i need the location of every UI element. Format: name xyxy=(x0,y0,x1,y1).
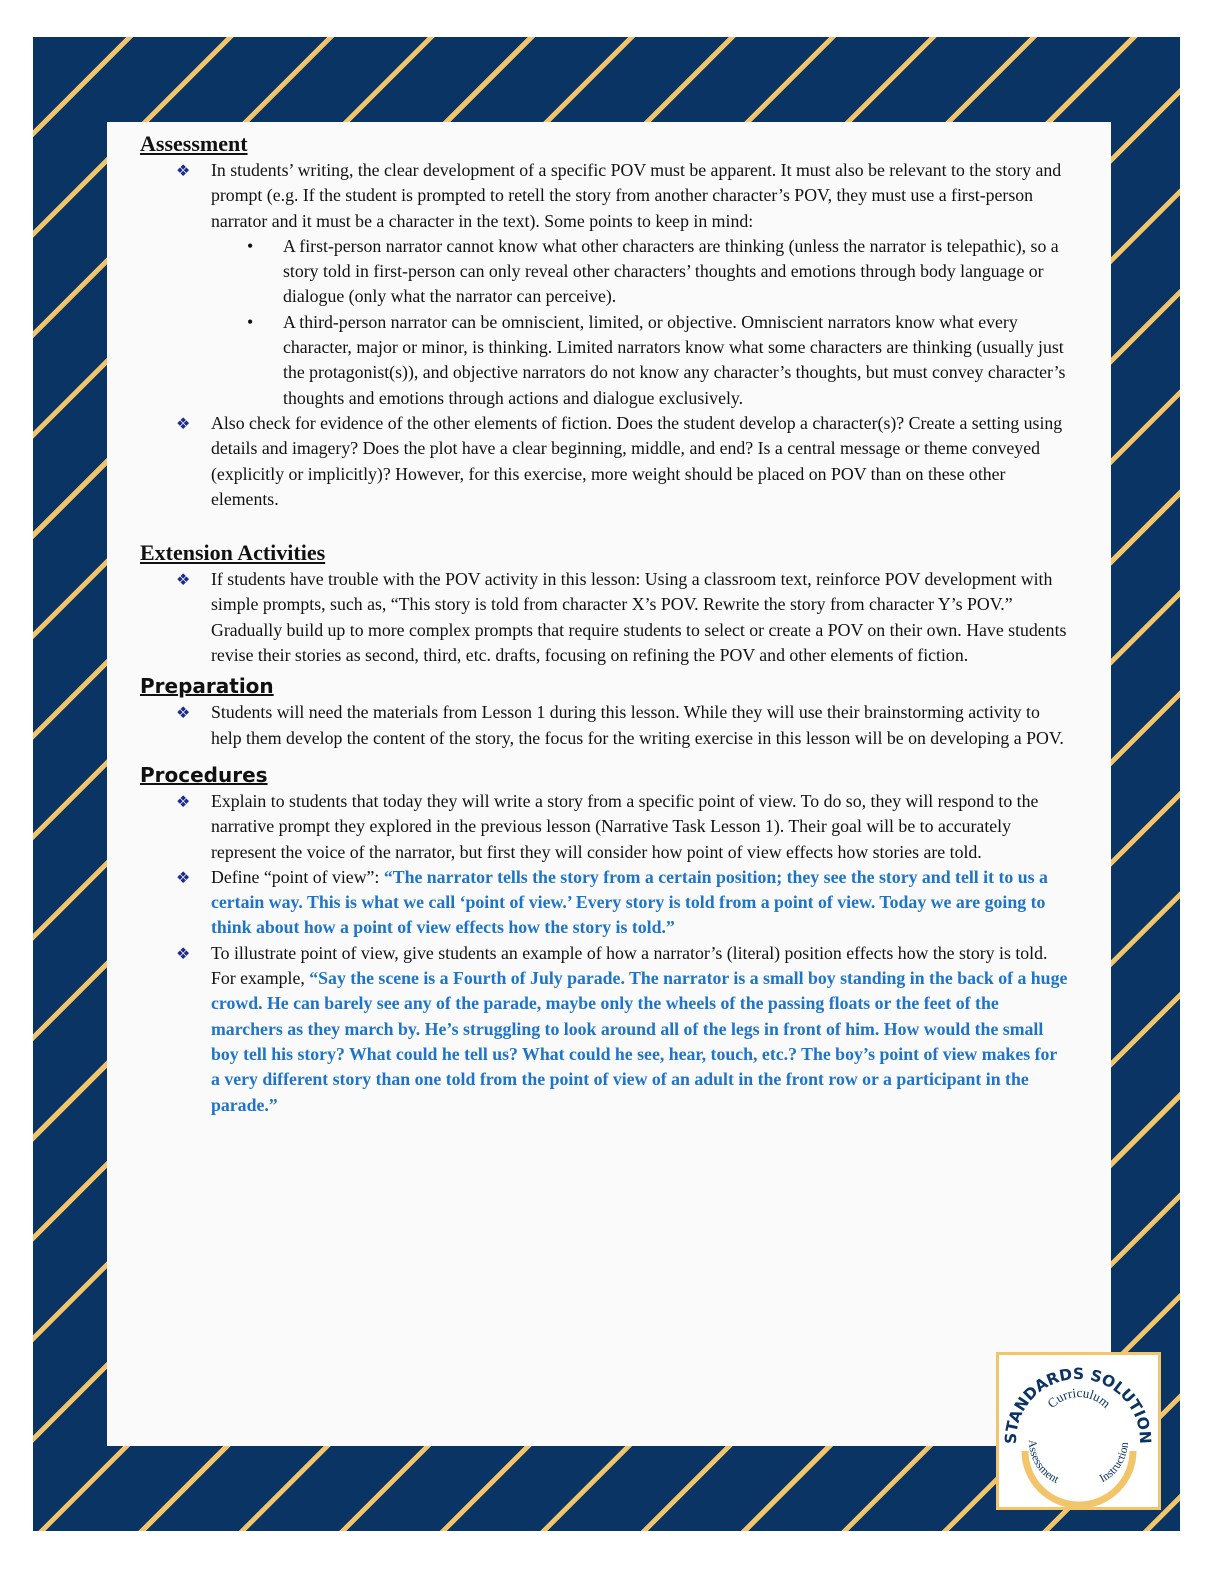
diamond-bullet-icon: ❖ xyxy=(176,791,191,811)
procedures-list xyxy=(140,789,1070,1118)
diamond-bullet-icon: ❖ xyxy=(176,570,191,590)
extension-heading: Extension Activities xyxy=(140,540,326,566)
svg-text:Curriculum xyxy=(1044,1385,1113,1411)
sub-point-text: A first-person narrator cannot know what other characters are thinking (unless the narrator is telepathic), so a story told in first-person can only reveal other characters’ thoughts and emotions through body language or dialogue (only what the narrator can perceive). xyxy=(283,235,1059,307)
list-item xyxy=(211,234,1070,310)
logo-word-curriculum: Curriculum xyxy=(1044,1384,1114,1411)
procedures-heading: Procedures xyxy=(140,762,268,787)
list-item xyxy=(211,310,1070,411)
svg-text:STANDARDS SOLUTION xyxy=(1002,1365,1154,1444)
dot-bullet-icon: • xyxy=(247,235,254,256)
list-item xyxy=(140,700,1070,751)
list-item xyxy=(140,411,1070,512)
procedures-bullet-lead: Define “point of view”: xyxy=(211,866,384,887)
diamond-bullet-icon: ❖ xyxy=(176,413,191,433)
diamond-bullet-icon: ❖ xyxy=(176,161,191,180)
assessment-sub-list xyxy=(211,234,1070,411)
diamond-bullet-icon: ❖ xyxy=(176,943,191,963)
list-item xyxy=(140,789,1070,865)
teacher-script-quote: “Say the scene is a Fourth of July parade. The narrator is a small boy standing in the back of a huge crowd. He can barely see any of the parade, maybe only the wheels of the passing floats or the feet of the marchers as they march by. He’s struggling to look around all of the legs in front of him. How would the small boy tell his story? What could he tell us? What could he see, hear, touch, etc.? The boy’s point of view makes for a very different story than one told from the point of view of an adult in the front row or a participant in the parade.” xyxy=(211,968,1068,1115)
teacher-script-quote: “The narrator tells the story from a certain position; they see the story and tell it to us a certain way. This is what we call ‘point of view.’ Every story is told from a point of view. Today we are going to think about how a point of view effects how the story is told.” xyxy=(211,866,1048,938)
assessment-list xyxy=(140,158,1070,512)
list-item xyxy=(140,158,1070,411)
preparation-bullet-text: Students will need the materials from Lesson 1 during this lesson. While they will use their brainstorming activity to help them develop the content of the story, the focus for the writing exercise in this lesson will be on developing a POV. xyxy=(211,702,1064,748)
procedures-bullet-text: Explain to students that today they will write a story from a specific point of view. To do so, they will respond to the narrative prompt they explored in the previous lesson (Narrative Task Lesson 1). Their goal will be to accurately represent the voice of the narrator, but first they will consider how point of view effects how stories are told. xyxy=(211,790,1039,862)
standards-solution-logo xyxy=(996,1352,1161,1510)
extension-bullet-text: If students have trouble with the POV activity in this lesson: Using a classroom text, reinforce POV development with simple prompts, such as, “This story is told from character X’s POV. Rewrite the story from character Y’s POV.” Gradually build up to more complex prompts that require students to select or create a POV on their own. Have students revise their stories as second, third, etc. drafts, focusing on refining the POV and other elements of fiction. xyxy=(211,569,1067,666)
list-item xyxy=(140,865,1070,941)
list-item xyxy=(140,941,1070,1118)
sub-point-text: A third-person narrator can be omniscient, limited, or objective. Omniscient narrators know what every character, major or minor, is thinking. Limited narrators know what some characters are thinking (usually just the protagonist(s)), and objective narrators do not know any character’s thoughts, but must convey character’s thoughts and emotions through actions and dialogue exclusively. xyxy=(283,311,1066,408)
list-item xyxy=(140,567,1070,668)
preparation-list xyxy=(140,700,1070,751)
diamond-bullet-icon: ❖ xyxy=(176,867,191,887)
diamond-bullet-icon: ❖ xyxy=(176,703,191,723)
logo-word-assessment: Assessment xyxy=(1025,1439,1061,1486)
assessment-bullet-text: Also check for evidence of the other elements of fiction. Does the student develop a character(s)? Create a setting using details and imagery? Does the plot have a clear beginning, middle, and end? Is a central message or theme conveyed (explicitly or implicitly)? However, for this exercise, more weight should be placed on POV than on these other elements. xyxy=(211,412,1063,509)
assessment-bullet-text: In students’ writing, the clear development of a specific POV must be apparent. It must also be relevant to the story and prompt (e.g. If the student is prompted to retell the story from another character’s POV, they must use a first-person narrator and it must be a character in the text). Some points to keep in mind: xyxy=(211,160,1062,231)
lesson-content xyxy=(140,130,1070,1118)
procedures-bullet-lead: To illustrate point of view, give students an example of how a narrator’s (literal) position effects how the story is told. For example, xyxy=(211,942,1048,989)
extension-list xyxy=(140,567,1070,668)
dot-bullet-icon: • xyxy=(247,311,254,332)
preparation-heading: Preparation xyxy=(140,674,274,699)
logo-emblem-icon xyxy=(999,1355,1158,1507)
assessment-heading: Assessment xyxy=(140,131,248,156)
logo-title: STANDARDS SOLUTION xyxy=(1001,1364,1155,1445)
logo-word-instruction: Instruction xyxy=(1097,1441,1131,1486)
